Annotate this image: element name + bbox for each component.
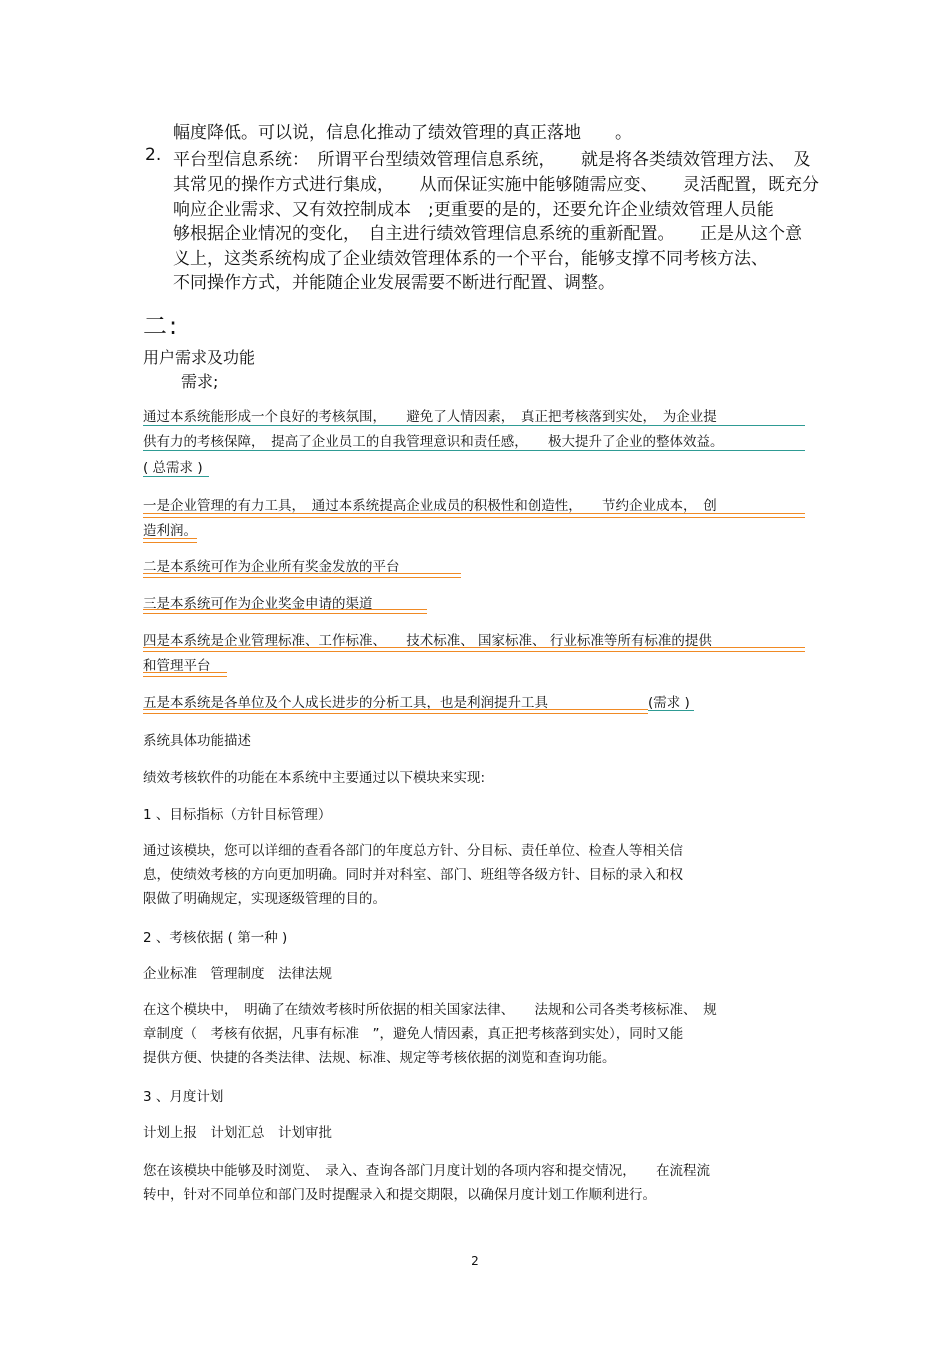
need-5-line: 五是本系统是各单位及个人成长进步的分析工具，也是利润提升工具 xyxy=(143,695,548,711)
item2-line-1: 平台型信息系统： 所谓平台型绩效管理信息系统， 就是将各类绩效管理方法、 及 xyxy=(173,150,811,170)
underline xyxy=(143,513,805,518)
need-2-line: 二是本系统可作为企业所有奖金发放的平台 xyxy=(143,559,400,575)
module-1-title: 1 、目标指标（方针目标管理） xyxy=(143,807,332,823)
list-number: 2. xyxy=(145,145,162,165)
item2-line-5: 义上，这类系统构成了企业绩效管理体系的一个平台，能够支撑不同考核方法、 xyxy=(173,249,768,269)
need-1-line-2: 造利润。 xyxy=(143,523,197,539)
underline xyxy=(143,647,805,652)
section-subheading: 用户需求及功能 xyxy=(143,348,256,367)
underline xyxy=(143,425,805,426)
underline xyxy=(143,538,197,543)
item2-line-6: 不同操作方式，并能随企业发展需要不断进行配置、调整。 xyxy=(173,273,615,293)
underline xyxy=(143,609,427,614)
module-2-line-1: 在这个模块中， 明确了在绩效考核时所依据的相关国家法律、 法规和公司各类考核标准、 规 xyxy=(143,1002,717,1018)
section-heading: 二: xyxy=(143,312,180,340)
module-2-title: 2 、考核依据 ( 第一种 ) xyxy=(143,930,288,946)
module-3-title: 3 、月度计划 xyxy=(143,1089,224,1105)
func-title: 系统具体功能描述 xyxy=(143,733,251,749)
underline xyxy=(143,450,805,451)
total-need-tag: ( 总需求 ) xyxy=(143,460,203,476)
need-4-line-1: 四是本系统是企业管理标准、工作标准、 技术标准、 国家标准、 行业标准等所有标准的提供 xyxy=(143,633,712,649)
total-need-line-2: 供有力的考核保障， 提高了企业员工的自我管理意识和责任感， 极大提升了企业的整体效益。 xyxy=(143,434,724,450)
func-intro: 绩效考核软件的功能在本系统中主要通过以下模块来实现: xyxy=(143,770,486,786)
underline xyxy=(648,710,694,711)
intro-line: 幅度降低。可以说，信息化推动了绩效管理的真正落地 。 xyxy=(173,123,632,143)
item2-line-4: 够根据企业情况的变化， 自主进行绩效管理信息系统的重新配置。 正是从这个意 xyxy=(173,224,802,244)
module-1-line-1: 通过该模块，您可以详细的查看各部门的年度总方针、分目标、责任单位、检查人等相关信 xyxy=(143,843,683,859)
need-5-tag: (需求 ) xyxy=(648,695,690,711)
module-2-line-2: 章制度（ 考核有依据，凡事有标准 ”，避免人情因素，真正把考核落到实处），同时又能 xyxy=(143,1026,684,1042)
module-1-line-3: 限做了明确规定，实现逐级管理的目的。 xyxy=(143,891,386,907)
module-2-sub: 企业标准 管理制度 法律法规 xyxy=(143,966,332,982)
module-3-line-2: 转中，针对不同单位和部门及时提醒录入和提交期限，以确保月度计划工作顺利进行。 xyxy=(143,1187,656,1203)
need-label: 需求; xyxy=(181,372,219,391)
need-3-line: 三是本系统可作为企业奖金申请的渠道 xyxy=(143,596,373,612)
page-number: 2 xyxy=(471,1254,479,1268)
need-4-line-2: 和管理平台 xyxy=(143,658,211,674)
module-1-line-2: 息，使绩效考核的方向更加明确。同时并对科室、部门、班组等各级方针、目标的录入和权 xyxy=(143,867,683,883)
underline xyxy=(143,573,461,578)
item2-line-2: 其常见的操作方式进行集成， 从而保证实施中能够随需应变、 灵活配置，既充分 xyxy=(173,175,819,195)
underline xyxy=(143,709,648,714)
underline xyxy=(143,476,209,477)
module-3-sub: 计划上报 计划汇总 计划审批 xyxy=(143,1125,332,1141)
item2-line-3: 响应企业需求、又有效控制成本 ;更重要的是的，还要允许企业绩效管理人员能 xyxy=(173,200,774,220)
need-1-line-1: 一是企业管理的有力工具， 通过本系统提高企业成员的积极性和创造性， 节约企业成本， 创 xyxy=(143,498,717,514)
underline xyxy=(143,672,227,677)
module-3-line-1: 您在该模块中能够及时浏览、 录入、查询各部门月度计划的各项内容和提交情况， 在流程流 xyxy=(143,1163,710,1179)
total-need-line-1: 通过本系统能形成一个良好的考核氛围， 避免了人情因素， 真正把考核落到实处， 为企业提 xyxy=(143,409,717,425)
module-2-line-3: 提供方便、快捷的各类法律、法规、标准、规定等考核依据的浏览和查询功能。 xyxy=(143,1050,616,1066)
